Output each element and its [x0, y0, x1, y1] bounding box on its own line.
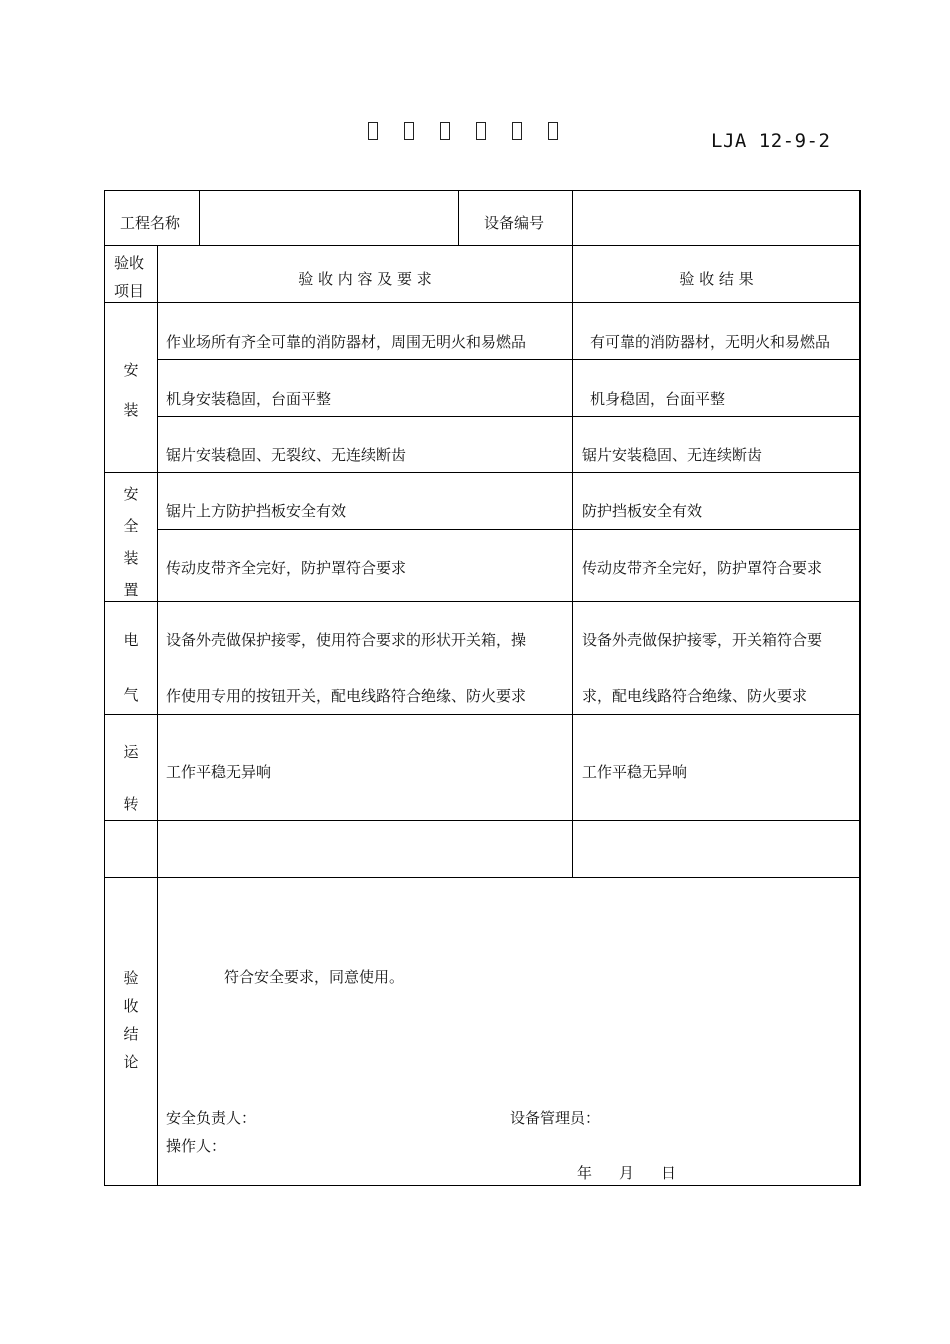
safety-result-2: 传动皮带齐全完好，防护罩符合要求: [582, 559, 823, 577]
install-result-3: 锯片安装稳固、无连续断齿: [582, 446, 763, 464]
install-content-1: 作业场所有齐全可靠的消防器材，周围无明火和易燃品: [166, 333, 527, 351]
operation-label-char: 转: [123, 795, 139, 813]
operation-label-char: 运: [123, 743, 139, 761]
col-content-header: 验 收 内 容 及 要 求: [298, 270, 432, 288]
conclusion-label-char: 结: [123, 1025, 139, 1043]
date-day: 日: [661, 1164, 677, 1182]
blank-result-cell[interactable]: [573, 822, 858, 876]
project-name-field[interactable]: [204, 200, 454, 240]
conclusion-label-char: 验: [123, 969, 139, 987]
electric-content-line1: 设备外壳做保护接零，使用符合要求的形状开关箱，操: [166, 631, 527, 649]
date-year: 年: [577, 1164, 593, 1182]
safety-label-char: 置: [123, 581, 139, 599]
safety-label-char: 装: [123, 549, 139, 567]
install-result-2: 机身稳固，台面平整: [590, 390, 726, 408]
electric-label-char: 电: [123, 631, 139, 649]
conclusion-label-char: 收: [123, 997, 139, 1015]
install-content-3: 锯片安装稳固、无裂纹、无连续断齿: [166, 446, 407, 464]
safety-result-1: 防护挡板安全有效: [582, 502, 703, 520]
col-item-line1: 验收: [114, 254, 145, 272]
operator-label: 操作人：: [166, 1137, 227, 1155]
col-item-line2: 项目: [114, 282, 145, 300]
electric-result-line2: 求，配电线路符合绝缘、防火要求: [582, 687, 808, 705]
equipment-no-field[interactable]: [577, 200, 855, 240]
install-result-1: 有可靠的消防器材，无明火和易燃品: [590, 333, 831, 351]
safety-label-char: 全: [123, 517, 139, 535]
blank-content-cell[interactable]: [158, 822, 571, 876]
date-month: 月: [619, 1164, 635, 1182]
equipment-no-label: 设备编号: [484, 214, 545, 232]
document-code: LJA 12-9-2: [711, 130, 831, 152]
col-result-header: 验 收 结 果: [679, 270, 754, 288]
install-content-2: 机身安装稳固，台面平整: [166, 390, 332, 408]
electric-label-char: 气: [123, 686, 139, 704]
safety-content-1: 锯片上方防护挡板安全有效: [166, 502, 347, 520]
install-label-char: 装: [123, 401, 139, 419]
safety-officer-label: 安全负责人：: [166, 1109, 257, 1127]
safety-label-char: 安: [123, 485, 139, 503]
project-name-label: 工程名称: [120, 214, 181, 232]
operation-result: 工作平稳无异响: [582, 763, 688, 781]
equipment-manager-label: 设备管理员：: [510, 1109, 601, 1127]
electric-content-line2: 作使用专用的按钮开关，配电线路符合绝缘、防火要求: [166, 687, 527, 705]
conclusion-label-char: 论: [123, 1053, 139, 1071]
install-label-char: 安: [123, 361, 139, 379]
safety-content-2: 传动皮带齐全完好，防护罩符合要求: [166, 559, 407, 577]
conclusion-text: 符合安全要求，同意使用。: [224, 968, 405, 986]
electric-result-line1: 设备外壳做保护接零，开关箱符合要: [582, 631, 823, 649]
operation-content: 工作平稳无异响: [166, 763, 272, 781]
